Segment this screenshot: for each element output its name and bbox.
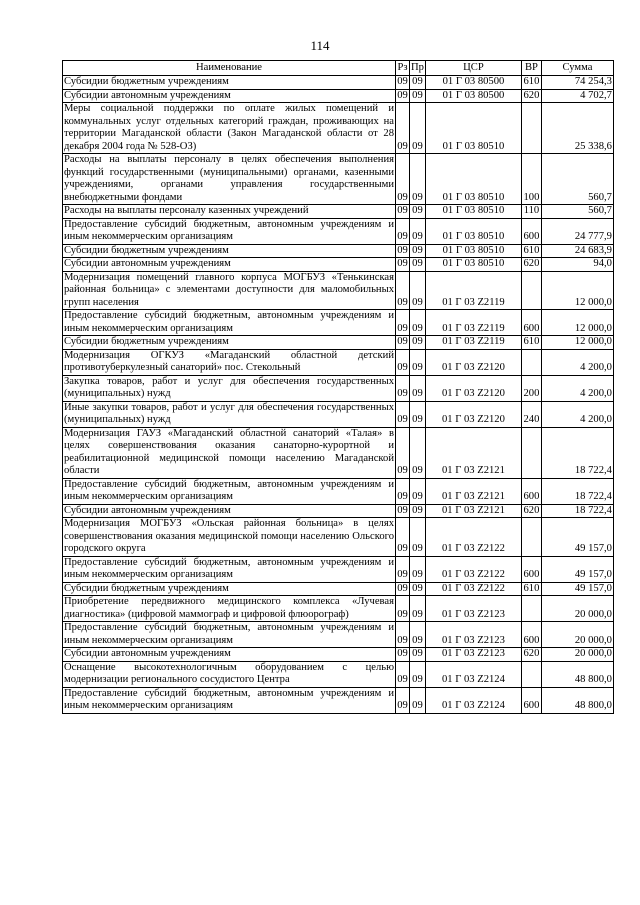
- cell-name: Меры социальной поддержки по оплате жилых помещений и коммунальных услуг отдельных категорий граждан, проживающих на территории Магаданской области (Закон Магаданской области от 28 декабря 2004 года № 528-ОЗ): [64, 103, 394, 152]
- cell-rz: 09: [396, 349, 410, 375]
- table-row: [63, 375, 614, 401]
- table-row: [63, 103, 614, 154]
- cell-name: Модернизация ОГКУЗ «Магаданский областной детский противотуберкулезный санаторий» пос. Стекольный: [64, 349, 394, 373]
- cell-vr: 600: [521, 218, 541, 244]
- cell-vr: 610: [521, 336, 541, 350]
- cell-sum: 560,7: [541, 205, 613, 219]
- cell-name: Предоставление субсидий бюджетным, автономным учреждениям и иным некоммерческим организациям: [64, 687, 394, 711]
- cell-sum: 18 722,4: [541, 427, 613, 478]
- cell-csr: 01 Г 03 Z2124: [425, 661, 521, 687]
- cell-csr: 01 Г 03 80510: [425, 154, 521, 205]
- cell-rz: 09: [397, 336, 408, 347]
- cell-csr: 01 Г 03 Z2121: [425, 504, 521, 518]
- table-row: [63, 478, 614, 504]
- cell-rz: 09: [396, 661, 410, 687]
- cell-pr: 09: [410, 518, 426, 557]
- cell-vr: 100: [521, 154, 541, 205]
- cell-name: Предоставление субсидий бюджетным, автономным учреждениям и иным некоммерческим организациям: [64, 218, 394, 242]
- header-sum: Сумма: [541, 61, 613, 76]
- cell-rz: 09: [397, 244, 408, 256]
- cell-name: Субсидии бюджетным учреждениям: [63, 76, 396, 90]
- cell-sum: 12 000,0: [541, 310, 613, 336]
- cell-sum: 49 157,0: [541, 556, 613, 582]
- cell-pr: 09: [410, 103, 426, 154]
- cell-vr: 610: [521, 582, 541, 596]
- cell-sum: 94,0: [541, 258, 613, 272]
- cell-csr: 01 Г 03 80500: [425, 89, 521, 103]
- cell-name: Расходы на выплаты персоналу в целях обеспечения выполнения функций государственными (муниципальными) органами, казенными учреждениями, органами управления государственными внебюджетными фондами: [64, 154, 394, 203]
- table-row: [63, 622, 614, 648]
- cell-name: Субсидии автономным учреждениям: [63, 504, 396, 518]
- cell-pr: 09: [410, 336, 426, 350]
- cell-sum: 560,7: [541, 154, 613, 205]
- cell-vr: [521, 427, 541, 478]
- header-rz: Рз: [396, 61, 410, 76]
- cell-name: Предоставление субсидий бюджетным, автономным учреждениям и иным некоммерческим организациям: [64, 556, 394, 580]
- cell-pr: 09: [410, 76, 426, 90]
- cell-pr: 09: [410, 258, 426, 272]
- cell-vr: [521, 271, 541, 310]
- cell-name: Модернизация МОГБУЗ «Ольская районная больница» в целях совершенствования оказания медицинской помощи населению Ольского городского округа: [64, 518, 394, 554]
- cell-rz: 09: [397, 648, 408, 659]
- cell-csr: 01 Г 03 Z2120: [425, 375, 521, 401]
- cell-name: Иные закупки товаров, работ и услуг для обеспечения государственных (муниципальных) нужд: [64, 401, 394, 425]
- cell-csr: 01 Г 03 Z2119: [425, 271, 521, 310]
- cell-csr: 01 Г 03 Z2122: [425, 518, 521, 557]
- cell-sum: 4 200,0: [541, 401, 613, 427]
- cell-csr: 01 Г 03 80510: [425, 218, 521, 244]
- table-row: [63, 401, 614, 427]
- table-row: [63, 89, 614, 103]
- cell-csr: 01 Г 03 80500: [425, 76, 521, 90]
- cell-name: Приобретение передвижного медицинского комплекса «Лучевая диагностика» (цифровой маммограф и цифровой флюорограф): [64, 596, 394, 620]
- cell-csr: 01 Г 03 Z2122: [425, 556, 521, 582]
- cell-vr: [521, 596, 541, 622]
- table-row: [63, 582, 614, 596]
- cell-sum: 20 000,0: [541, 596, 613, 622]
- cell-sum: 20 000,0: [541, 648, 613, 662]
- cell-csr: 01 Г 03 80510: [425, 244, 521, 258]
- table-row: [63, 556, 614, 582]
- cell-rz: 09: [396, 401, 410, 427]
- cell-pr: 09: [410, 687, 426, 713]
- cell-rz: 09: [396, 687, 410, 713]
- cell-rz: 09: [396, 218, 410, 244]
- budget-table: [62, 60, 614, 714]
- cell-sum: 12 000,0: [541, 336, 613, 350]
- cell-rz: 09: [396, 103, 410, 154]
- table-body: [63, 76, 614, 714]
- cell-rz: 09: [396, 518, 410, 557]
- table-row: [63, 76, 614, 90]
- cell-csr: 01 Г 03 Z2121: [425, 478, 521, 504]
- cell-vr: 600: [521, 478, 541, 504]
- cell-sum: 48 800,0: [541, 661, 613, 687]
- cell-name: Предоставление субсидий бюджетным, автономным учреждениям и иным некоммерческим организациям: [64, 310, 394, 334]
- cell-sum: 20 000,0: [541, 622, 613, 648]
- cell-pr: 09: [410, 504, 426, 518]
- table-row: [63, 271, 614, 310]
- cell-pr: 09: [410, 89, 426, 103]
- cell-pr: 09: [410, 349, 426, 375]
- cell-sum: 18 722,4: [541, 478, 613, 504]
- cell-name: Оснащение высокотехнологичным оборудованием с целью модернизации регионального сосудистого Центра: [64, 661, 394, 685]
- cell-vr: [521, 518, 541, 557]
- cell-name: Субсидии бюджетным учреждениям: [63, 336, 396, 350]
- header-csr: ЦСР: [425, 61, 521, 76]
- cell-csr: 01 Г 03 Z2123: [425, 596, 521, 622]
- cell-pr: 09: [410, 375, 426, 401]
- cell-sum: 25 338,6: [541, 103, 613, 154]
- table-row: [63, 310, 614, 336]
- cell-sum: 18 722,4: [541, 504, 613, 518]
- table-row: [63, 205, 614, 219]
- cell-rz: 09: [396, 596, 410, 622]
- cell-pr: 09: [410, 661, 426, 687]
- cell-sum: 4 200,0: [541, 375, 613, 401]
- cell-pr: 09: [410, 622, 426, 648]
- table-row: [63, 349, 614, 375]
- cell-rz: 09: [396, 310, 410, 336]
- table-row: [63, 244, 614, 258]
- cell-name: Модернизация ГАУЗ «Магаданский областной санаторий «Талая» в целях совершенствования оказания санаторно-курортной и реабилитационной медицинской помощи населению Магаданской области: [64, 427, 394, 476]
- cell-sum: 49 157,0: [541, 582, 613, 596]
- cell-csr: 01 Г 03 Z2124: [425, 687, 521, 713]
- cell-pr: 09: [410, 582, 426, 596]
- cell-name: Субсидии бюджетным учреждениям: [63, 582, 396, 596]
- cell-rz: 09: [397, 258, 408, 269]
- cell-csr: 01 Г 03 Z2123: [425, 622, 521, 648]
- cell-vr: 620: [521, 89, 541, 103]
- table-row: [63, 661, 614, 687]
- cell-rz: 09: [397, 89, 408, 101]
- cell-csr: 01 Г 03 80510: [425, 258, 521, 272]
- cell-pr: 09: [410, 244, 426, 258]
- cell-pr: 09: [410, 310, 426, 336]
- cell-name: Закупка товаров, работ и услуг для обеспечения государственных (муниципальных) нужд: [64, 375, 394, 399]
- cell-rz: 09: [396, 271, 410, 310]
- cell-vr: 600: [521, 687, 541, 713]
- cell-vr: 620: [521, 504, 541, 518]
- cell-sum: 24 683,9: [541, 244, 613, 258]
- cell-sum: 4 200,0: [541, 349, 613, 375]
- cell-csr: 01 Г 03 Z2119: [425, 336, 521, 350]
- cell-vr: 110: [521, 205, 541, 219]
- cell-rz: 09: [396, 427, 410, 478]
- cell-csr: 01 Г 03 80510: [425, 205, 521, 219]
- cell-csr: 01 Г 03 Z2120: [425, 401, 521, 427]
- cell-csr: 01 Г 03 80510: [425, 103, 521, 154]
- cell-rz: 09: [396, 154, 410, 205]
- cell-name: Модернизация помещений главного корпуса МОГБУЗ «Тенькинская районная больница» с элементами доступности для маломобильных групп населения: [64, 271, 394, 308]
- table-row: [63, 427, 614, 478]
- table-row: [63, 258, 614, 272]
- table-row: [63, 336, 614, 350]
- header-pr: Пр: [410, 61, 426, 76]
- cell-rz: 09: [396, 375, 410, 401]
- cell-vr: [521, 349, 541, 375]
- cell-pr: 09: [410, 154, 426, 205]
- cell-sum: 12 000,0: [541, 271, 613, 310]
- cell-vr: 620: [521, 258, 541, 272]
- cell-vr: 600: [521, 310, 541, 336]
- page-number: 114: [310, 38, 330, 53]
- cell-rz: 09: [397, 582, 408, 594]
- cell-vr: 620: [521, 648, 541, 662]
- cell-csr: 01 Г 03 Z2119: [425, 310, 521, 336]
- table-header-row: [63, 61, 614, 76]
- cell-rz: 09: [396, 622, 410, 648]
- cell-vr: 600: [521, 622, 541, 648]
- table-row: [63, 648, 614, 662]
- cell-csr: 01 Г 03 Z2121: [425, 427, 521, 478]
- cell-name: Субсидии бюджетным учреждениям: [63, 244, 396, 258]
- cell-pr: 09: [410, 478, 426, 504]
- cell-vr: 600: [521, 556, 541, 582]
- cell-rz: 09: [396, 478, 410, 504]
- cell-sum: 4 702,7: [541, 89, 613, 103]
- cell-pr: 09: [410, 205, 426, 219]
- table-row: [63, 596, 614, 622]
- cell-sum: 49 157,0: [541, 518, 613, 557]
- cell-name: Предоставление субсидий бюджетным, автономным учреждениям и иным некоммерческим организациям: [64, 622, 394, 646]
- cell-vr: [521, 103, 541, 154]
- cell-name: Субсидии автономным учреждениям: [63, 258, 396, 272]
- table-row: [63, 218, 614, 244]
- header-vr: ВР: [521, 61, 541, 76]
- cell-pr: 09: [410, 648, 426, 662]
- cell-name: Субсидии автономным учреждениям: [63, 89, 396, 103]
- table-row: [63, 687, 614, 713]
- cell-vr: 200: [521, 375, 541, 401]
- cell-rz: 09: [396, 556, 410, 582]
- cell-pr: 09: [410, 427, 426, 478]
- cell-vr: 240: [521, 401, 541, 427]
- header-name: Наименование: [63, 61, 396, 76]
- cell-name: Предоставление субсидий бюджетным, автономным учреждениям и иным некоммерческим организациям: [64, 478, 394, 502]
- cell-sum: 74 254,3: [541, 76, 613, 90]
- cell-csr: 01 Г 03 Z2123: [425, 648, 521, 662]
- cell-pr: 09: [410, 271, 426, 310]
- table-row: [63, 154, 614, 205]
- cell-pr: 09: [410, 218, 426, 244]
- cell-rz: 09: [397, 504, 408, 516]
- table-row: [63, 518, 614, 557]
- cell-vr: 610: [521, 244, 541, 258]
- cell-sum: 24 777,9: [541, 218, 613, 244]
- cell-csr: 01 Г 03 Z2122: [425, 582, 521, 596]
- cell-name: Субсидии автономным учреждениям: [63, 648, 396, 662]
- cell-vr: [521, 661, 541, 687]
- cell-name: Расходы на выплаты персоналу казенных учреждений: [63, 205, 396, 219]
- cell-pr: 09: [410, 556, 426, 582]
- cell-pr: 09: [410, 596, 426, 622]
- cell-rz: 09: [397, 76, 408, 87]
- cell-rz: 09: [397, 205, 408, 216]
- cell-vr: 610: [521, 76, 541, 90]
- cell-pr: 09: [410, 401, 426, 427]
- table-row: [63, 504, 614, 518]
- cell-csr: 01 Г 03 Z2120: [425, 349, 521, 375]
- cell-sum: 48 800,0: [541, 687, 613, 713]
